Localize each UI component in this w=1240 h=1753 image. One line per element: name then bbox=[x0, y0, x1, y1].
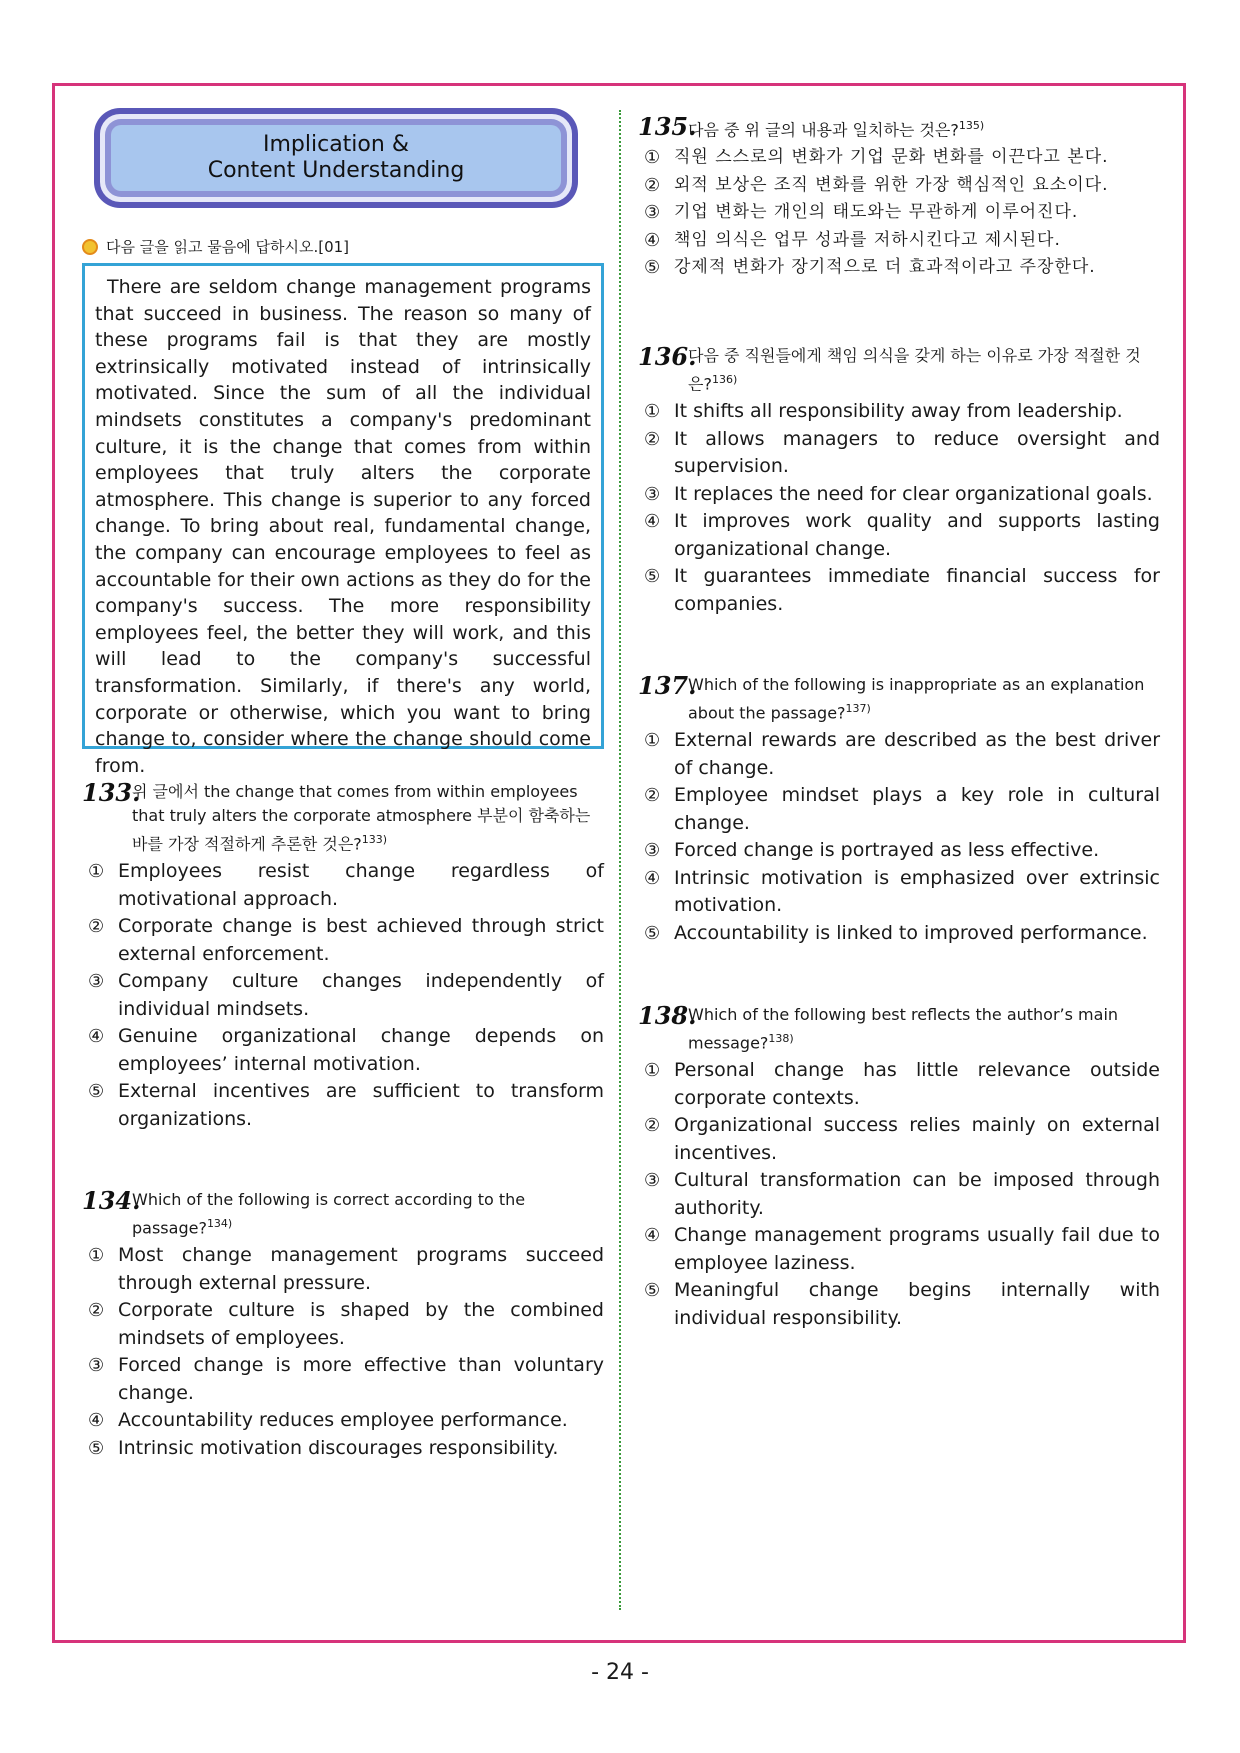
option[interactable]: ④ It improves work quality and supports lasting organizational change. bbox=[644, 510, 1160, 560]
option[interactable]: ① Employees resist change regardless of motivational approach. bbox=[88, 860, 604, 910]
question-number: 137. bbox=[638, 671, 697, 700]
question-135 bbox=[638, 114, 1160, 282]
option[interactable]: ④ 책임 의식은 업무 성과를 저하시킨다고 제시된다. bbox=[644, 229, 1061, 251]
option[interactable]: ① Most change management programs succeed through external pressure. bbox=[88, 1244, 604, 1294]
question-133 bbox=[82, 780, 604, 1133]
section-banner bbox=[94, 108, 578, 208]
option[interactable]: ④ Accountability reduces employee performance. bbox=[88, 1409, 568, 1432]
question-number: 133. bbox=[82, 778, 141, 807]
question-text: Which of the following is correct according to the passage?$^{134)}$ bbox=[132, 1190, 526, 1238]
option[interactable]: ③ Company culture changes independently of individual mindsets. bbox=[88, 970, 604, 1020]
instruction bbox=[82, 236, 349, 257]
option[interactable]: ④ Intrinsic motivation is emphasized over extrinsic motivation. bbox=[644, 866, 1160, 917]
option[interactable]: ③ Forced change is portrayed as less effective. bbox=[644, 839, 1100, 862]
page-number: - 24 - bbox=[591, 1660, 649, 1685]
question-138 bbox=[638, 1003, 1160, 1332]
question-number: 138. bbox=[638, 1001, 697, 1030]
option[interactable]: ② It allows managers to reduce oversight and supervision. bbox=[644, 427, 1160, 478]
instruction-text: 다음 글을 읽고 물음에 답하시오.[01] bbox=[106, 238, 350, 256]
option[interactable]: ① It shifts all responsibility away from leadership. bbox=[644, 400, 1123, 423]
question-text: 다음 중 위 글의 내용과 일치하는 것은?$^{135)}$ bbox=[688, 119, 985, 140]
question-137 bbox=[638, 673, 1160, 947]
option[interactable]: ② Employee mindset plays a key role in cultural change. bbox=[644, 784, 1160, 834]
question-136 bbox=[638, 344, 1160, 618]
option[interactable]: ④ Genuine organizational change depends on employees’ internal motivation. bbox=[88, 1025, 604, 1075]
option[interactable]: ② 외적 보상은 조직 변화를 위한 가장 핵심적인 요소이다. bbox=[644, 174, 1109, 196]
question-number: 135. bbox=[638, 112, 697, 141]
option[interactable]: ① Personal change has little relevance outside corporate contexts. bbox=[644, 1059, 1160, 1109]
question-text: Which of the following best reflects the author’s main message?$^{138)}$ bbox=[688, 1005, 1119, 1053]
option[interactable]: ⑤ Accountability is linked to improved performance. bbox=[644, 921, 1148, 944]
option[interactable]: ② Corporate change is best achieved through strict external enforcement. bbox=[88, 915, 604, 965]
option[interactable]: ② Organizational success relies mainly on external incentives. bbox=[644, 1114, 1160, 1164]
option[interactable]: ⑤ It guarantees immediate financial success for companies. bbox=[644, 565, 1160, 615]
option[interactable]: ⑤ External incentives are sufficient to transform organizations. bbox=[88, 1080, 604, 1130]
question-text: 위 글에서 the change that comes from within employees that truly alters the corporate atmosphere 부분이 함축하는 바를 가장 적절하게 추론한 것은?$^{133)}$ bbox=[132, 782, 591, 854]
option[interactable]: ① External rewards are described as the best driver of change. bbox=[644, 729, 1160, 779]
reading-passage: There are seldom change management programs that succeed in business. The reason so many of these programs fail is that they are mostly extrinsically motivated instead of intrinsically motivated. Since the sum of all the individual mindsets constitutes a company's predominant culture, it is the change that comes from within employees that truly alters the corporate atmosphere. This change is superior to any forced change. To bring about real, fundamental change, the company can encourage employees to feel as accountable for their own actions as they do for the company's success. The more responsibility employees feel, the better they will work, and this will lead to the company's successful transformation. Similarly, if there's any world, corporate or otherwise, which you want to bring change to, consider where the change should come from. bbox=[82, 263, 604, 749]
option[interactable]: ③ Forced change is more effective than voluntary change. bbox=[88, 1354, 604, 1404]
flower-icon bbox=[82, 239, 98, 255]
banner-title-line1: Implication & bbox=[263, 132, 409, 157]
option[interactable]: ③ 기업 변화는 개인의 태도와는 무관하게 이루어진다. bbox=[644, 202, 1079, 224]
option[interactable]: ③ Cultural transformation can be imposed through authority. bbox=[644, 1169, 1160, 1219]
option[interactable]: ② Corporate culture is shaped by the combined mindsets of employees. bbox=[88, 1299, 604, 1349]
column-divider bbox=[619, 110, 621, 1610]
option[interactable]: ⑤ 강제적 변화가 장기적으로 더 효과적이라고 주장한다. bbox=[644, 257, 1096, 279]
question-text: Which of the following is inappropriate as an explanation about the passage?$^{137)}$ bbox=[688, 675, 1145, 723]
question-text: 다음 중 직원들에게 책임 의식을 갖게 하는 이유로 가장 적절한 것은?$^{136)}$ bbox=[688, 346, 1141, 394]
option[interactable]: ④ Change management programs usually fail due to employee laziness. bbox=[644, 1224, 1160, 1274]
option[interactable]: ③ It replaces the need for clear organizational goals. bbox=[644, 482, 1153, 505]
option[interactable]: ⑤ Meaningful change begins internally with individual responsibility. bbox=[644, 1279, 1160, 1329]
banner-title-line2: Content Understanding bbox=[207, 158, 465, 183]
question-134 bbox=[82, 1188, 604, 1462]
option[interactable]: ⑤ Intrinsic motivation discourages responsibility. bbox=[88, 1436, 559, 1459]
question-number: 136. bbox=[638, 342, 697, 371]
question-number: 134. bbox=[82, 1186, 141, 1215]
option[interactable]: ① 직원 스스로의 변화가 기업 문화 변화를 이끈다고 본다. bbox=[644, 147, 1109, 169]
